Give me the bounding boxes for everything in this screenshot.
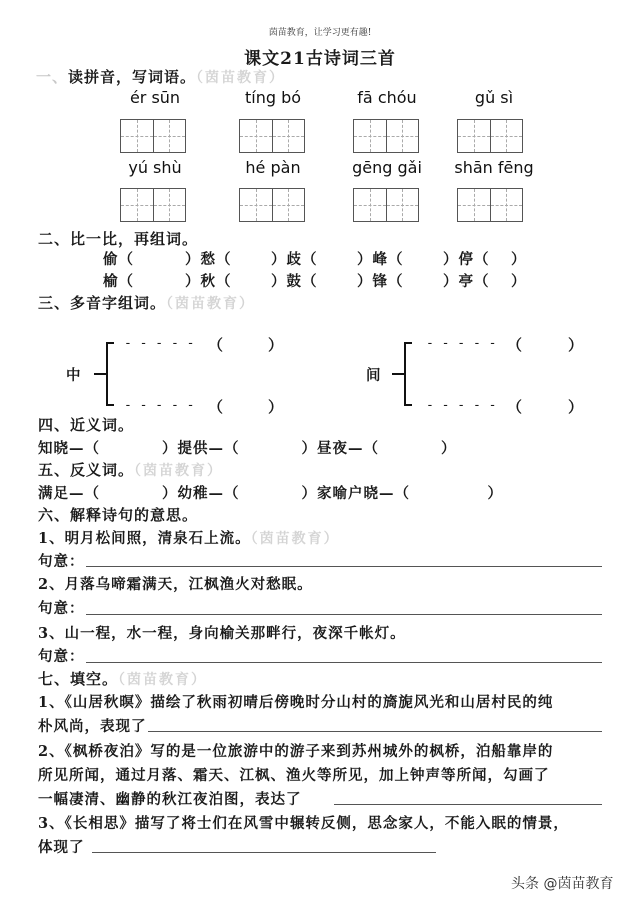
poem-line-text: 1、明月松间照，清泉石上流。: [38, 530, 251, 547]
synonym-row: 知晓—（ ）提供—（ ）昼夜—（ ）: [38, 440, 457, 457]
fill-item-2-line-2: 所见所闻，通过月落、霜天、江枫、渔火等所见，加上钟声等所闻，勾画了: [38, 767, 550, 784]
writing-grid[interactable]: [120, 119, 186, 153]
watermark: （茵苗教育）: [196, 70, 286, 86]
paren-open: （: [208, 336, 224, 354]
polyphone-char-zhong: 中: [66, 367, 82, 384]
fill-item-3-line-1: 3、《长相思》描写了将士们在风雪中辗转反侧，思念家人，不能入眠的情景，: [38, 815, 569, 832]
fill-item-2-line-1: 2、《枫桥夜泊》写的是一位旅游中的游子来到苏州城外的枫桥，泊船靠岸的: [38, 743, 554, 760]
writing-grid[interactable]: [457, 188, 523, 222]
paren-close: ）: [568, 336, 584, 354]
compare-item: ）停（: [443, 251, 490, 268]
compare-row-2: [103, 270, 527, 291]
section-4-heading: 四、近义词。: [38, 416, 135, 434]
bracket: [106, 342, 114, 406]
pinyin-2: tíng bó: [244, 88, 302, 107]
antonym-row: 满足—（ ）幼稚—（ ）家喻户晓—（ ）: [38, 485, 503, 502]
section-2-heading: 二、比一比，再组词。: [38, 230, 199, 248]
pinyin-3: fā chóu: [357, 88, 417, 107]
paren-open: （: [507, 336, 523, 354]
watermark: （茵苗教育）: [166, 296, 256, 312]
fill-item-3-line-2: 体现了: [38, 839, 85, 856]
compare-item: ）峰（: [357, 251, 404, 268]
section-7-title: 七、填空。: [38, 670, 119, 688]
meaning-label: 句意：: [38, 553, 85, 570]
paren-close: ）: [268, 336, 284, 354]
compare-item: ）歧（: [271, 251, 318, 268]
header-slogan: 茵苗教育，让学习更有趣!: [268, 28, 372, 38]
section-1-heading: [36, 66, 285, 87]
answer-line[interactable]: [86, 566, 602, 567]
bracket: [404, 342, 412, 406]
paren-open: （: [507, 398, 523, 416]
blank-line[interactable]: - - - - -: [426, 398, 497, 413]
compare-item: ）锋（: [357, 273, 404, 290]
section-3-title: 三、多音字组词。: [38, 294, 167, 312]
writing-grid[interactable]: [457, 119, 523, 153]
compare-item: ）愁（: [185, 251, 232, 268]
watermark: （茵苗教育）: [118, 672, 208, 688]
blank-line[interactable]: - - - - -: [426, 336, 497, 351]
writing-grid[interactable]: [353, 119, 419, 153]
section-6-heading: 六、解释诗句的意思。: [38, 506, 199, 524]
pinyin-4: gǔ sì: [474, 88, 514, 107]
fill-item-1-line-1: 1、《山居秋暝》描绘了秋雨初晴后傍晚时分山村的旖旎风光和山居村民的纯: [38, 694, 554, 711]
compare-item: ）秋（: [185, 273, 232, 290]
compare-item: ）亭（: [443, 273, 490, 290]
answer-line[interactable]: [86, 614, 602, 615]
poem-line-2: 2、月落乌啼霜满天，江枫渔火对愁眠。: [38, 576, 313, 593]
compare-item: 榆（: [103, 273, 134, 290]
paren-open: （: [208, 398, 224, 416]
section-7-heading: [38, 668, 207, 689]
writing-grid[interactable]: [353, 188, 419, 222]
section-5-heading: [38, 459, 223, 480]
answer-line[interactable]: [148, 731, 602, 732]
pinyin-8: shān fēng: [454, 158, 534, 177]
poem-line-3: 3、山一程，水一程，身向榆关那畔行，夜深千帐灯。: [38, 625, 406, 642]
watermark: （茵苗教育）: [134, 463, 224, 479]
pinyin-7: gēng gǎi: [352, 158, 422, 177]
meaning-label: 句意：: [38, 648, 85, 665]
pinyin-6: hé pàn: [245, 158, 301, 177]
fill-item-1-line-2: 朴风尚，表现了: [38, 718, 147, 735]
blank-line[interactable]: - - - - -: [124, 336, 195, 351]
pinyin-5: yú shù: [128, 158, 182, 177]
compare-item: ）: [511, 273, 527, 290]
answer-line[interactable]: [86, 662, 602, 663]
writing-grid[interactable]: [239, 188, 305, 222]
compare-item: 偷（: [103, 251, 134, 268]
fill-item-2-line-3: 一幅凄清、幽静的秋江夜泊图，表达了: [38, 791, 302, 808]
compare-item: ）鼓（: [271, 273, 318, 290]
writing-grid[interactable]: [239, 119, 305, 153]
pinyin-1: ér sūn: [129, 88, 181, 107]
paren-close: ）: [268, 398, 284, 416]
answer-line[interactable]: [334, 804, 602, 805]
writing-grid[interactable]: [120, 188, 186, 222]
answer-line[interactable]: [92, 852, 436, 853]
paren-close: ）: [568, 398, 584, 416]
watermark: （茵苗教育）: [250, 531, 340, 547]
source-watermark: 头条 @茵苗教育: [511, 876, 614, 892]
polyphone-char-jian: 间: [366, 367, 382, 384]
section-1-number: 一、: [36, 68, 69, 86]
compare-row-1: [103, 248, 527, 269]
page-title: 课文21古诗词三首: [244, 49, 396, 69]
meaning-label: 句意：: [38, 600, 85, 617]
section-5-title: 五、反义词。: [38, 461, 135, 479]
blank-line[interactable]: - - - - -: [124, 398, 195, 413]
section-3-heading: [38, 292, 255, 313]
poem-line-1: [38, 527, 340, 548]
section-1-title: 读拼音，写词语。: [68, 68, 197, 86]
compare-item: ）: [511, 251, 527, 268]
